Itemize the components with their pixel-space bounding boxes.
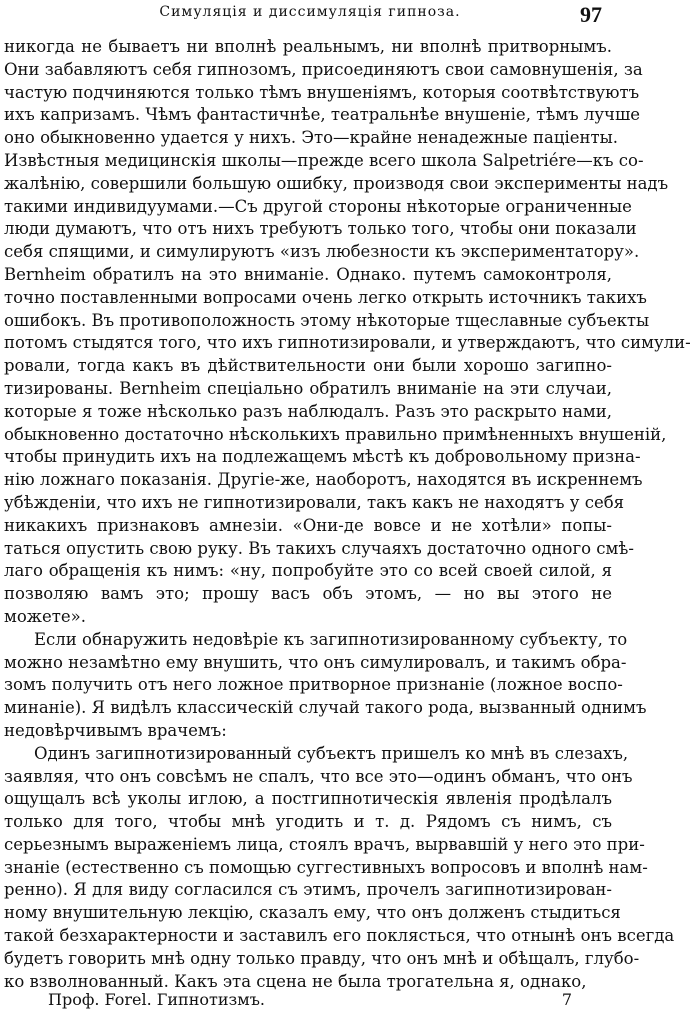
text-line: серьезнымъ выраженіемъ лица, стоялъ врачъ, вырвавшій у него это при- [4, 834, 645, 854]
text-line: заявляя, что онъ совсѣмъ не спалъ, что все это—одинъ обманъ, что онъ [4, 766, 633, 786]
text-line: ко взволнованный. Какъ эта сцена не была трогательна я, однако, [4, 971, 587, 991]
text-line: убѣжденіи, что ихъ не гипнотизировали, такъ какъ не находятъ у себя [4, 492, 625, 512]
text-line: тизированы. Bernheim спеціально обратилъ вниманіе на эти случаи, [4, 378, 612, 398]
text-line: можете». [4, 606, 86, 626]
text-line: люди думаютъ, что отъ нихъ требуютъ только того, чтобы они показали [4, 219, 637, 239]
text-line: зомъ получить отъ него ложное притворное признаніе (ложное воспо- [4, 675, 623, 695]
text-line: только для того, чтобы мнѣ угодить и т. д. Рядомъ съ нимъ, съ [4, 812, 612, 832]
text-line: себя спящими, и симулируютъ «изъ любезности къ экспериментатору». [4, 242, 640, 262]
text-line: такими индивидуумами.—Съ другой стороны нѣкоторые ограниченные [4, 196, 632, 216]
text-line: обыкновенно достаточно нѣсколькихъ правильно примѣненныхъ внушеній, [4, 424, 667, 444]
paragraph [4, 36, 691, 629]
text-line: Они забавляютъ себя гипнозомъ, присоединяютъ свои самовнушенія, за [4, 59, 643, 79]
text-line: которые я тоже нѣсколько разъ наблюдалъ. Разъ это раскрыто нами, [4, 401, 612, 421]
page-body [4, 36, 691, 993]
paragraph [4, 629, 647, 743]
text-line: знаніе (естественно съ помощью суггестивныхъ вопросовъ и вполнѣ нам- [4, 857, 648, 877]
text-line: Одинъ загипнотизированный субъектъ пришелъ ко мнѣ въ слезахъ, [34, 743, 629, 763]
text-line: Извѣстныя медицинскія школы—прежде всего школа Salpetriére—къ со- [4, 150, 644, 170]
text-line: ровали, тогда какъ въ дѣйствительности они были хорошо загипно- [4, 356, 612, 376]
text-line: никогда не бываетъ ни вполнѣ реальнымъ, ни вполнѣ притворнымъ. [4, 37, 612, 56]
text-line: оно обыкновенно удается у нихъ. Это—крайне ненадежные паціенты. [4, 128, 619, 148]
footer-signature: Проф. Forel. Гипнотизмъ. [48, 990, 265, 1009]
text-line: таться опустить свою руку. Въ такихъ случаяхъ достаточно одного смѣ- [4, 538, 634, 558]
text-line: можно незамѣтно ему внушить, что онъ симулировалъ, и такимъ обра- [4, 652, 627, 672]
text-line: ренно). Я для виду согласился съ этимъ, прочелъ загипнотизирован- [4, 880, 612, 900]
text-line: жалѣнію, совершили большую ошибку, производя свои эксперименты надъ [4, 173, 669, 193]
paragraph [4, 743, 675, 994]
text-line: ошибокъ. Въ противоположность этому нѣкоторые тщеславные субъекты [4, 310, 650, 330]
footer-sheet-number: 7 [561, 990, 572, 1009]
page-number: 97 [580, 2, 602, 27]
text-line: потомъ стыдятся того, что ихъ гипнотизировали, и утверждаютъ, что симули- [4, 333, 691, 353]
page-header [0, 2, 620, 30]
text-line: Если обнаружить недовѣріе къ загипнотизированному субъекту, то [34, 629, 628, 649]
text-line: такой безхарактерности и заставилъ его поклясться, что отнынѣ онъ всегда [4, 926, 675, 946]
text-line: минаніе). Я видѣлъ классическій случай такого рода, вызванный однимъ [4, 698, 647, 718]
text-line: ощущалъ всѣ уколы иглою, а постгипнотическія явленія продѣлалъ [4, 789, 612, 809]
text-line: Bernheim обратилъ на это вниманіе. Однако. путемъ самоконтроля, [4, 264, 612, 284]
text-line: лаго обращенія къ нимъ: «ну, попробуйте это со всей своей силой, я [4, 561, 612, 581]
text-line: никакихъ признаковъ амнезіи. «Они-де вовсе и не хотѣли» попы- [4, 515, 612, 535]
text-line: ному внушительную лекцію, сказалъ ему, что онъ долженъ стыдиться [4, 903, 621, 923]
running-title: Симуляція и диссимуляція гипноза. [159, 4, 461, 20]
text-line: нію ложнаго показанія. Другіе-же, наоборотъ, находятся въ искреннемъ [4, 470, 643, 490]
text-line: частую подчиняются только тѣмъ внушеніямъ, которыя соотвѣтствуютъ [4, 82, 640, 102]
text-line: чтобы принудить ихъ на подлежащемъ мѣстѣ къ добровольному призна- [4, 447, 641, 467]
text-line: недовѣрчивымъ врачемъ: [4, 720, 227, 740]
text-line: позволяю вамъ это; прошу васъ объ этомъ, — но вы этого не [4, 584, 612, 604]
text-line: точно поставленными вопросами очень легко открыть источникъ такихъ [4, 287, 647, 307]
text-line: ихъ капризамъ. Чѣмъ фантастичнѣе, театральнѣе внушеніе, тѣмъ лучше [4, 105, 641, 125]
page-footer [0, 990, 620, 1014]
text-line: будетъ говорить мнѣ одну только правду, что онъ мнѣ и обѣщалъ, глубо- [4, 948, 640, 968]
